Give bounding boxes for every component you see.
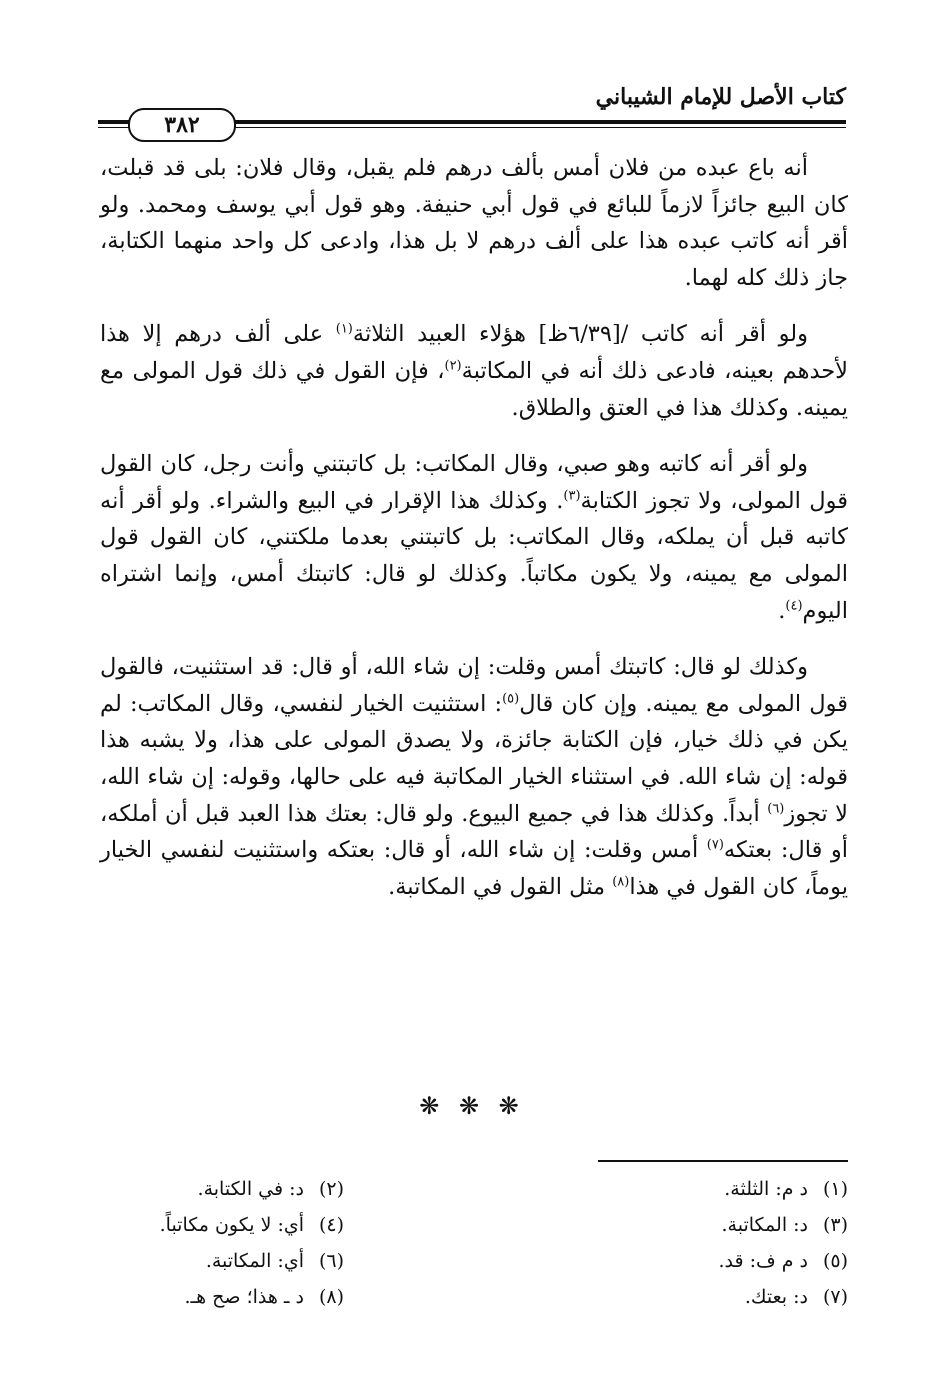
footnote-ref: (٨) <box>612 874 630 890</box>
paragraph-text: : استثنيت الخيار لنفسي، وقال المكاتب: لم يكن في ذلك خيار، فإن الكتابة جائزة، ولا يصدق المولى على هذا، ولا يشبه هذا قوله: إن شاء الله. في استثناء الخيار المكاتبة فيه على حالها، وقوله: إن شاء الله، لا تجوز <box>100 690 848 827</box>
footnote-ref: (٦) <box>767 801 785 816</box>
footnote-text: أي: لا يكون مكاتباً. <box>159 1214 304 1236</box>
footnote-number: (٧) <box>822 1286 848 1308</box>
footnote-text: د: المكاتبة. <box>721 1214 808 1236</box>
footnote-number: (٢) <box>318 1178 344 1200</box>
paragraph-3 <box>100 446 848 629</box>
footnote-number: (١) <box>822 1178 848 1200</box>
footnotes <box>100 1172 848 1314</box>
footnote-2 <box>100 1172 474 1206</box>
paragraph-text: أنه باع عبده من فلان أمس بألف درهم فلم يقبل، وقال فلان: بلى قد قبلت، كان البيع جائزاً لازماً للبائع في قول أبي حنيفة. وهو قول أبي يوسف ومحمد. ولو أقر أنه كاتب عبده هذا على ألف درهم لا بل هذا، وادعى كل واحد منهما الكتابة، جاز ذلك كله لهما. <box>100 155 848 291</box>
paragraph-text: على ألف درهم إلا هذا لأحدهم بعينه، فادعى ذلك أنه في المكاتبة <box>100 321 848 384</box>
paragraph-text: . وكذلك هذا الإقرار في البيع والشراء. ولو أقر أنه كاتبه قبل أن يملكه، وقال المكاتب: بل كاتبتني بعدما ملكتني، كان القول قول المولى مع يمينه، ولا يكون مكاتباً. وكذلك لو قال: كاتبتك أمس، وإنما اشتراه اليوم <box>100 487 848 624</box>
footnote-8 <box>100 1280 474 1314</box>
footnote-7 <box>474 1280 848 1314</box>
paragraph-4 <box>100 649 848 905</box>
footnote-ref: (٤) <box>785 598 803 614</box>
footnote-text: د: بعتك. <box>744 1286 808 1308</box>
page-number: ٣٨٢ <box>164 112 200 138</box>
footnote-number: (٣) <box>822 1214 848 1236</box>
footnote-1 <box>474 1172 848 1206</box>
paragraph-text: أبداً. وكذلك هذا في جميع البيوع. ولو قال: بعتك هذا العبد قبل أن أملكه، أو قال: بعتكه <box>100 800 848 864</box>
main-text <box>100 150 848 925</box>
footnote-text: د: في الكتابة. <box>197 1178 304 1200</box>
paragraph-text: . <box>778 597 786 624</box>
page-number-badge <box>128 108 236 142</box>
footnote-5 <box>474 1244 848 1278</box>
paragraph-2 <box>100 316 848 426</box>
footnote-ref: (٥) <box>502 691 520 707</box>
footnote-number: (٨) <box>318 1286 344 1308</box>
section-separator: ❋ ❋ ❋ <box>419 1092 525 1120</box>
footnote-text: د م ف: قد. <box>718 1250 808 1272</box>
footnote-ref: (٣) <box>563 488 581 504</box>
paragraph-text: ولو أقر أنه كاتب /[٦/٣٩ظ] هؤلاء العبيد الثلاثة <box>352 321 808 348</box>
footnote-number: (٤) <box>318 1214 344 1236</box>
paragraph-text: أمس وقلت: إن شاء الله، أو قال: بعتكه واستثنيت لنفسي الخيار يوماً، كان القول في هذا <box>100 837 848 900</box>
paragraph-text: مثل القول في المكاتبة. <box>388 873 613 900</box>
footnote-text: د م: الثلثة. <box>724 1178 808 1200</box>
footnote-ref: (٢) <box>444 358 462 374</box>
page-header <box>98 72 846 138</box>
paragraph-1 <box>100 150 848 296</box>
footnote-rule <box>598 1160 848 1162</box>
footnote-text: أي: المكاتبة. <box>205 1250 304 1272</box>
footnote-3 <box>474 1208 848 1242</box>
footnote-number: (٥) <box>822 1250 848 1272</box>
book-title: كتاب الأصل للإمام الشيباني <box>595 84 846 110</box>
footnote-4 <box>100 1208 474 1242</box>
footnote-text: د ـ هذا؛ صح هـ. <box>184 1286 304 1308</box>
paragraph-text: وكذلك لو قال: كاتبتك أمس وقلت: إن شاء الله، أو قال: قد استثنيت، فالقول قول المولى مع يمينه. وإن كان قال <box>100 654 848 717</box>
footnote-6 <box>100 1244 474 1278</box>
footnote-ref: (٧) <box>706 837 724 853</box>
paragraph-text: ، فإن القول في ذلك قول المولى مع يمينه. وكذلك هذا في العتق والطلاق. <box>100 357 848 421</box>
footnote-ref: (١) <box>335 321 353 337</box>
footnote-number: (٦) <box>318 1250 344 1272</box>
paragraph-text: ولو أقر أنه كاتبه وهو صبي، وقال المكاتب: بل كاتبتني وأنت رجل، كان القول قول المولى، ولا تجوز الكتابة <box>100 451 848 514</box>
